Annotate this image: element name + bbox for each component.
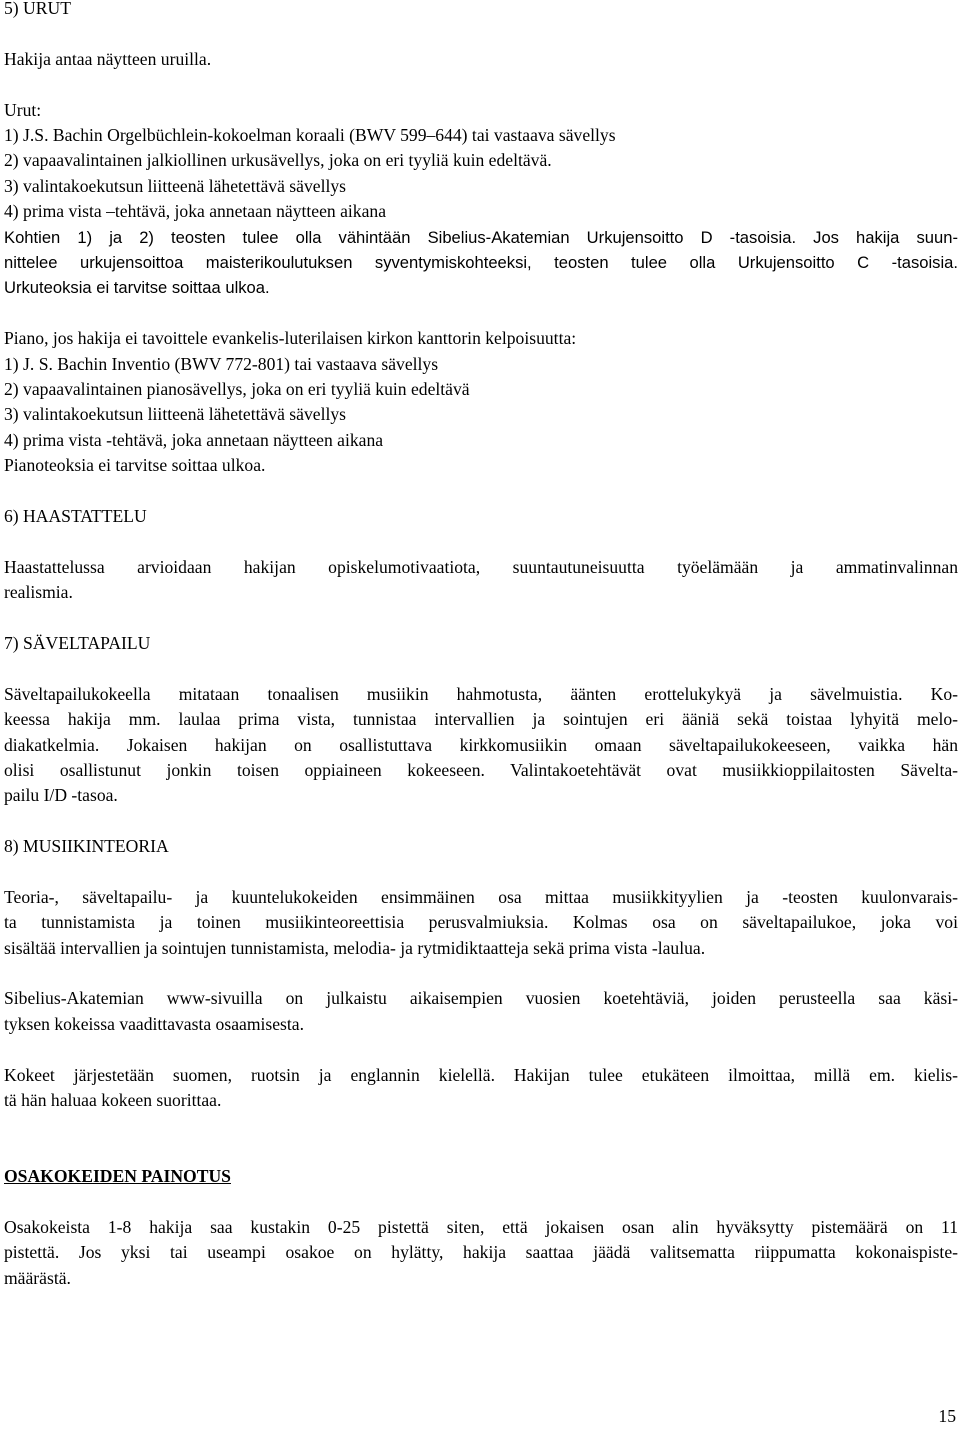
spacer [4, 1139, 958, 1164]
paragraph-line: sisältää intervallien ja sointujen tunnistamista, melodia- ja rytmidiktaatteja sekä prima vista -laulua. [4, 937, 706, 958]
document-page [4, 0, 958, 1317]
paragraph-line: diakatkelmia. Jokaisen hakijan on osallistuttava kirkkomusiikin omaan säveltapailukokeeseen, vaikka hän [4, 734, 958, 755]
paragraph-line: Kohtien 1) ja 2) teosten tulee olla vähintään Sibelius-Akatemian Urkujensoitto D -tasoisia. Jos hakija suun- [4, 227, 958, 247]
paragraph-line: Osakokeista 1-8 hakija saa kustakin 0-25 pistettä siten, että jokaisen osan alin hyväksytty pistemäärä on 11 [4, 1217, 958, 1238]
section-5-intro [4, 47, 958, 72]
list-item: 1) J.S. Bachin Orgelbüchlein-kokoelman koraali (BWV 599–644) tai vastaava sävellys [4, 125, 616, 145]
organ-requirements [4, 98, 958, 225]
section-8-paragraph-2 [4, 986, 958, 1037]
list-item: 2) vapaavalintainen jalkiollinen urkusävellys, joka on eri tyyliä kuin edeltävä. [4, 150, 552, 171]
paragraph-line: Haastattelussa arvioidaan hakijan opiskelumotivaatiota, suuntautuneisuutta työelämään ja ammatinvalinnan [4, 556, 958, 577]
weighting-text [4, 1215, 958, 1291]
paragraph-line: realismia. [4, 582, 73, 603]
list-item: Pianoteoksia ei tarvitse soittaa ulkoa. [4, 455, 266, 476]
section-8-paragraph-1 [4, 885, 958, 961]
section-heading: 6) HAASTATTELU [4, 506, 147, 527]
paragraph-line: pistettä. Jos yksi tai useampi osakoe on hylätty, hakija saattaa jäädä valitsematta riippumatta kokonaispiste- [4, 1242, 958, 1263]
piano-requirements [4, 326, 958, 478]
section-8-paragraph-3 [4, 1063, 958, 1114]
list-item: 3) valintakoekutsun liitteenä lähetettävä sävellys [4, 404, 346, 425]
section-7-text [4, 682, 958, 809]
paragraph-line: tyksen kokeissa vaadittavasta osaamisesta. [4, 1013, 304, 1034]
weighting-section [4, 1164, 958, 1189]
section-heading: OSAKOKEIDEN PAINOTUS [4, 1166, 231, 1187]
section-6-text [4, 555, 958, 606]
section-heading: 5) URUT [4, 0, 71, 18]
section-6 [4, 504, 958, 529]
list-item: 2) vapaavalintainen pianosävellys, joka on eri tyyliä kuin edeltävä [4, 379, 470, 399]
paragraph-line: Teoria-, säveltapailu- ja kuuntelukokeiden ensimmäinen osa mittaa musiikkityylien ja -teosten kuulonvarais- [4, 886, 958, 907]
section-7 [4, 631, 958, 656]
paragraph-line: Urkuteoksia ei tarvitse soittaa ulkoa. [4, 278, 270, 298]
paragraph-line: Säveltapailukokeella mitataan tonaalisen musiikin hahmotusta, äänten erottelukykyä ja sävelmuistia. Ko- [4, 683, 958, 704]
paragraph-line: pailu I/D -tasoa. [4, 785, 118, 806]
list-item: 4) prima vista -tehtävä, joka annetaan näytteen aikana [4, 429, 384, 450]
section-5 [4, 0, 958, 21]
section-8 [4, 834, 958, 859]
piano-label: Piano, jos hakija ei tavoittele evankelis-luterilaisen kirkon kanttorin kelpoisuutta: [4, 328, 577, 349]
organ-label: Urut: [4, 99, 42, 120]
paragraph-line: ta tunnistamista ja toinen musiikinteoreettisia perusvalmiuksia. Kolmas osa on säveltapailukoe, joka voi [4, 912, 958, 933]
paragraph-line: olisi osallistunut jonkin toisen oppiaineen kokeeseen. Valintakoetehtävät ovat musiikkioppilaitosten Sävelta- [4, 759, 958, 780]
paragraph-line: keessa hakija mm. laulaa prima vista, tunnistaa intervallien ja sointujen eri ääniä sekä toistaa lyhyitä melo- [4, 709, 958, 730]
paragraph-line: tä hän haluaa kokeen suorittaa. [4, 1090, 222, 1111]
section-heading: 8) MUSIIKINTEORIA [4, 836, 169, 857]
paragraph-line: määrästä. [4, 1267, 71, 1288]
paragraph-text: Hakija antaa näytteen uruilla. [4, 48, 212, 69]
list-item: 3) valintakoekutsun liitteenä lähetettävä sävellys [4, 175, 346, 196]
page-number: 15 [938, 1406, 956, 1426]
paragraph-line: nittelee urkujensoittoa maisterikoulutuksen syventymiskohteeksi, teosten tulee olla Urkujensoitto C -tasoisia. [4, 253, 958, 273]
list-item: 1) J. S. Bachin Inventio (BWV 772-801) tai vastaava sävellys [4, 353, 439, 374]
paragraph-line: Sibelius-Akatemian www-sivuilla on julkaistu aikaisempien vuosien koetehtäviä, joiden perusteella saa käsi- [4, 988, 958, 1009]
section-heading: 7) SÄVELTAPAILU [4, 632, 151, 653]
paragraph-line: Kokeet järjestetään suomen, ruotsin ja englannin kielellä. Hakijan tulee etukäteen ilmoittaa, millä em. kielis- [4, 1064, 958, 1085]
list-item: 4) prima vista –tehtävä, joka annetaan näytteen aikana [4, 201, 387, 222]
organ-level-note [4, 225, 958, 301]
